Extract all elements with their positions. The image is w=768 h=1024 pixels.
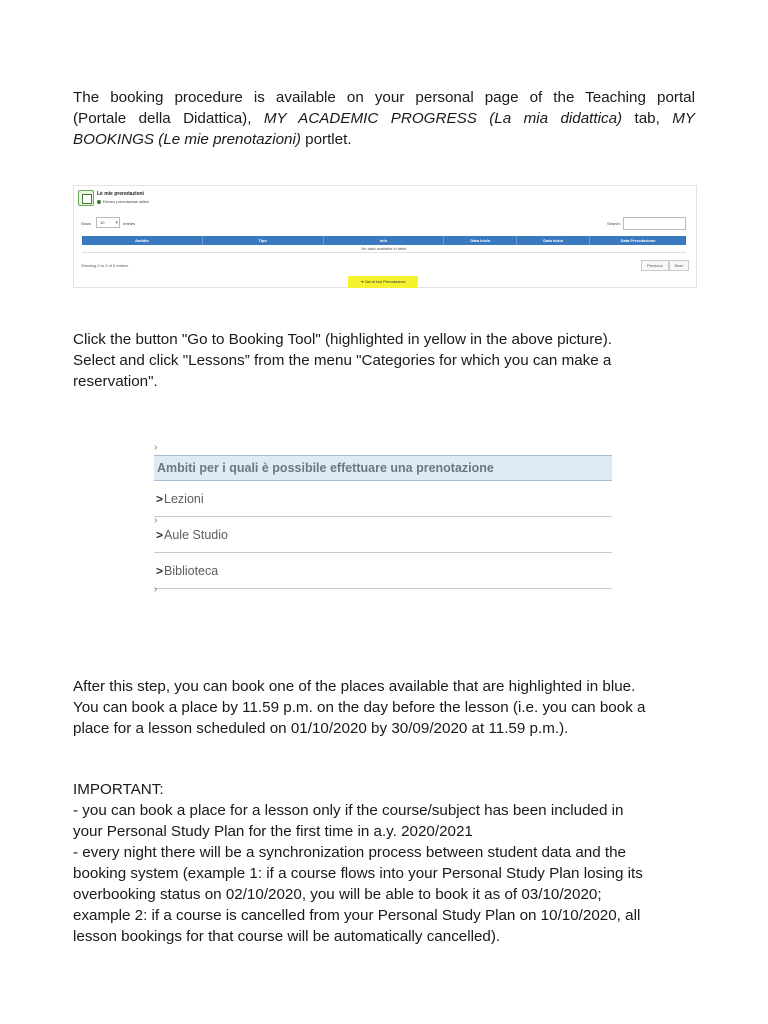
step3-line: After this step, you can book one of the places available that are highlighted in blue. xyxy=(73,678,636,695)
arrow-icon: ➜ xyxy=(360,279,365,284)
important-line: booking system (example 1: if a course flows into your Personal Study Plan losing its xyxy=(73,865,643,882)
go-to-booking-tool-button[interactable] xyxy=(348,276,418,288)
column-header[interactable]: Data Inizio xyxy=(517,236,590,245)
portlet-title: Le mie prenotazioni xyxy=(97,191,144,197)
intro-emphasis: MY xyxy=(672,110,695,127)
portlet-screenshot xyxy=(73,185,697,288)
intro-line: The booking procedure is available on your personal page of the Teaching portal xyxy=(73,89,695,106)
active-bookings-link[interactable] xyxy=(97,199,149,204)
step2-line: Click the button "Go to Booking Tool" (highlighted in yellow in the above picture). xyxy=(73,331,612,348)
empty-table-message: No data available in table xyxy=(82,245,686,253)
intro-line xyxy=(73,129,695,150)
search-label: Search: xyxy=(607,221,621,226)
next-button[interactable]: Next xyxy=(669,260,689,271)
category-item-biblioteca[interactable] xyxy=(154,553,612,589)
search-input[interactable] xyxy=(623,217,686,230)
chevron-right-icon: > xyxy=(156,492,164,506)
important-line: - every night there will be a synchronization process between student data and the xyxy=(73,844,626,861)
chevron-right-icon: > xyxy=(156,564,164,578)
categories-screenshot xyxy=(154,443,612,593)
important-line: - you can book a place for a lesson only if the course/subject has been included in xyxy=(73,802,624,819)
column-header[interactable]: Data Inizio xyxy=(444,236,517,245)
step2-line: Select and click "Lessons” from the menu "Categories for which you can make a xyxy=(73,352,612,369)
chevron-right-icon: > xyxy=(156,528,164,542)
entries-label: entries xyxy=(123,221,136,226)
category-label: Aule Studio xyxy=(164,528,228,542)
category-label: Biblioteca xyxy=(164,564,219,578)
column-header[interactable]: Ambito xyxy=(82,236,203,245)
important-heading: IMPORTANT: xyxy=(73,781,164,798)
column-header[interactable]: Data Prenotazione xyxy=(620,238,656,243)
important-line: your Personal Study Plan for the first time in a.y. 2020/2021 xyxy=(73,823,473,840)
step3-line: place for a lesson scheduled on 01/10/2020 by 30/09/2020 at 11.59 p.m.). xyxy=(73,720,569,737)
show-label: Show xyxy=(81,221,92,226)
step2-paragraph xyxy=(73,329,695,392)
intro-line xyxy=(73,108,695,129)
go-to-booking-tool-label: Vai al tool Prenotazioni xyxy=(364,279,406,284)
important-line: example 2: if a course is cancelled from your Personal Study Plan on 10/10/2020, all xyxy=(73,907,641,924)
intro-paragraph xyxy=(73,87,695,150)
categories-header: Ambiti per i quali è possibile effettuare una prenotazione xyxy=(154,455,612,481)
category-label: Lezioni xyxy=(164,492,204,506)
important-section xyxy=(73,779,695,947)
chevron-right-icon: › xyxy=(154,584,158,595)
bullet-icon xyxy=(97,200,101,204)
category-item-lezioni[interactable] xyxy=(154,481,612,517)
chevron-right-icon: › xyxy=(154,515,158,526)
table-header xyxy=(82,236,686,245)
intro-text: (Portale della Didattica), xyxy=(73,110,264,127)
chevron-right-icon: › xyxy=(154,442,158,453)
step2-line: reservation". xyxy=(73,373,158,390)
column-header[interactable]: Info xyxy=(324,236,445,245)
step3-line: You can book a place by 11.59 p.m. on the day before the lesson (i.e. you can book a xyxy=(73,699,646,716)
column-header[interactable]: Tipo xyxy=(203,236,324,245)
intro-text: portlet. xyxy=(300,131,352,148)
important-line: lesson bookings for that course will be automatically cancelled). xyxy=(73,928,501,945)
calendar-icon xyxy=(78,190,94,206)
intro-emphasis: MY ACADEMIC PROGRESS (La mia didattica) xyxy=(263,110,623,127)
entries-info: Showing 0 to 0 of 0 entries xyxy=(81,263,129,268)
category-item-aule-studio[interactable] xyxy=(154,517,612,553)
active-bookings-label: Elenco prenotazioni attive xyxy=(103,199,149,204)
intro-emphasis: BOOKINGS (Le mie prenotazioni) xyxy=(73,131,301,148)
entries-select[interactable]: 10 ▾ xyxy=(96,217,120,228)
step3-paragraph xyxy=(73,676,695,739)
important-line: overbooking status on 02/10/2020, you will be able to book it as of 03/10/2020; xyxy=(73,886,602,903)
intro-text: tab, xyxy=(622,110,673,127)
previous-button[interactable]: Previous xyxy=(641,260,669,271)
pagination xyxy=(641,260,689,271)
